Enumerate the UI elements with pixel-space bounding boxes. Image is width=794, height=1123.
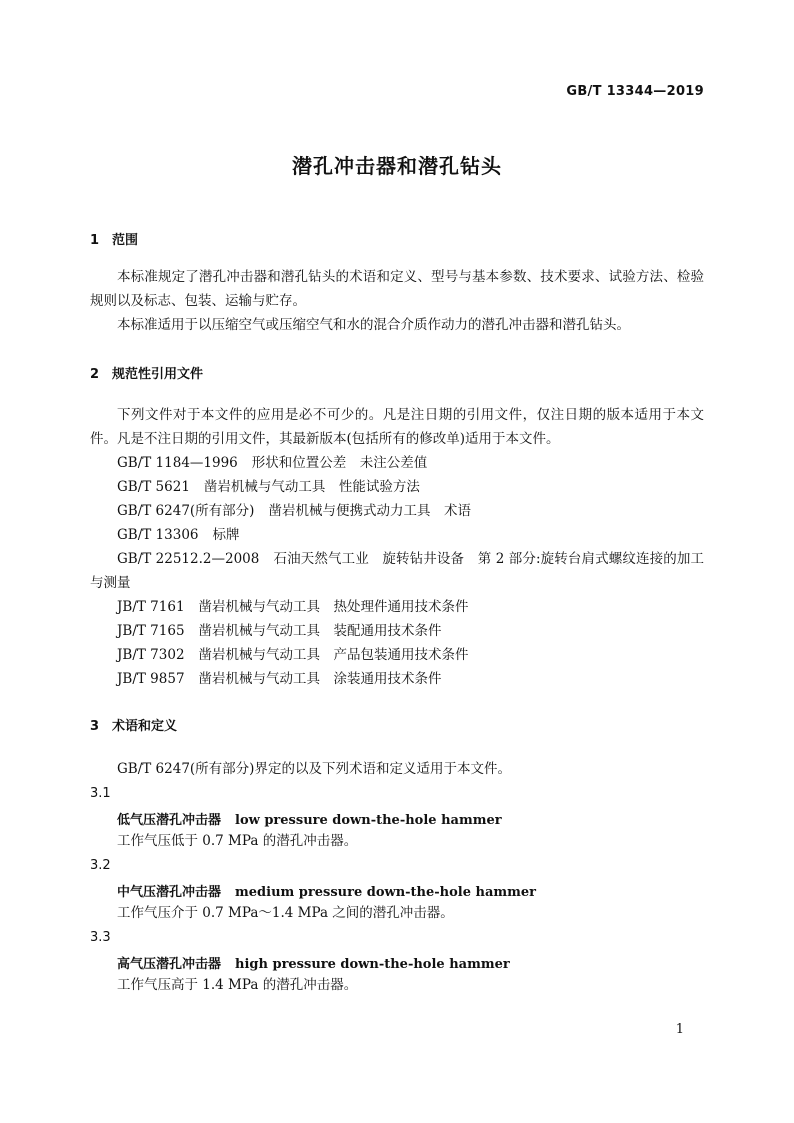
section-title: 术语和定义 — [112, 719, 178, 734]
reference-title: 石油天然气工业 旋转钻井设备 第 2 部分:旋转台肩式螺纹连接的加工与测量 — [90, 551, 704, 591]
term-english: high pressure down-the-hole hammer — [235, 957, 510, 972]
reference-title: 凿岩机械与气动工具 涂装通用技术条件 — [198, 671, 442, 687]
section-heading-scope — [90, 229, 138, 248]
page-number: 1 — [675, 1022, 684, 1037]
term-definition: 工作气压介于 0.7 MPa～1.4 MPa 之间的潜孔冲击器。 — [117, 905, 454, 921]
reference-code: GB/T 13306 — [117, 527, 199, 543]
term-number: 3.1 — [90, 786, 111, 801]
term-entry — [117, 809, 502, 828]
term-english: medium pressure down-the-hole hammer — [235, 885, 537, 900]
reference-item — [117, 525, 240, 545]
reference-item — [117, 501, 471, 521]
reference-item — [117, 477, 420, 497]
section-title: 范围 — [112, 233, 139, 248]
reference-item — [117, 621, 442, 641]
standard-number: GB/T 13344—2019 — [566, 84, 704, 99]
reference-title: 标牌 — [212, 527, 240, 543]
reference-code: JB/T 7165 — [117, 623, 185, 639]
term-entry — [117, 881, 536, 900]
references-intro: 下列文件对于本文件的应用是必不可少的。凡是注日期的引用文件，仅注日期的版本适用于本文件。凡是不注日期的引用文件，其最新版本(包括所有的修改单)适用于本文件。 — [90, 407, 704, 447]
term-definition: 工作气压高于 1.4 MPa 的潜孔冲击器。 — [117, 977, 358, 993]
reference-code: JB/T 9857 — [117, 671, 185, 687]
reference-title: 凿岩机械与气动工具 热处理件通用技术条件 — [198, 599, 469, 615]
reference-code: GB/T 22512.2—2008 — [117, 551, 260, 567]
reference-title: 形状和位置公差 未注公差值 — [251, 455, 428, 471]
term-definition: 工作气压低于 0.7 MPa 的潜孔冲击器。 — [117, 833, 358, 849]
reference-title: 凿岩机械与便携式动力工具 术语 — [268, 503, 471, 519]
term-chinese: 高气压潜孔冲击器 — [117, 957, 222, 972]
reference-item — [117, 645, 469, 665]
section-number: 2 — [90, 367, 100, 382]
term-english: low pressure down-the-hole hammer — [235, 813, 502, 828]
reference-title: 凿岩机械与气动工具 性能试验方法 — [203, 479, 420, 495]
reference-code: GB/T 1184—1996 — [117, 455, 238, 471]
reference-code: JB/T 7302 — [117, 647, 185, 663]
reference-title: 凿岩机械与气动工具 装配通用技术条件 — [198, 623, 442, 639]
reference-item — [117, 453, 427, 473]
reference-item — [90, 547, 704, 595]
section-heading-normative-references — [90, 363, 203, 382]
reference-code: GB/T 5621 — [117, 479, 190, 495]
reference-code: JB/T 7161 — [117, 599, 185, 615]
terms-intro: GB/T 6247(所有部分)界定的以及下列术语和定义适用于本文件。 — [117, 761, 511, 777]
reference-code: GB/T 6247(所有部分) — [117, 503, 255, 519]
reference-item — [117, 669, 442, 689]
section-title: 规范性引用文件 — [112, 367, 204, 382]
scope-paragraph-1: 本标准规定了潜孔冲击器和潜孔钻头的术语和定义、型号与基本参数、技术要求、试验方法、检验规则以及标志、包装、运输与贮存。 — [90, 269, 704, 309]
section-number: 1 — [90, 233, 100, 248]
term-chinese: 低气压潜孔冲击器 — [117, 813, 222, 828]
section-heading-terms-and-definitions — [90, 715, 177, 734]
reference-title: 凿岩机械与气动工具 产品包装通用技术条件 — [198, 647, 469, 663]
document-title: 潜孔冲击器和潜孔钻头 — [292, 154, 502, 178]
scope-paragraph-2: 本标准适用于以压缩空气或压缩空气和水的混合介质作动力的潜孔冲击器和潜孔钻头。 — [117, 317, 630, 333]
term-number: 3.3 — [90, 930, 111, 945]
term-chinese: 中气压潜孔冲击器 — [117, 885, 222, 900]
term-number: 3.2 — [90, 858, 111, 873]
section-number: 3 — [90, 719, 100, 734]
term-entry — [117, 953, 510, 972]
reference-item — [117, 597, 469, 617]
